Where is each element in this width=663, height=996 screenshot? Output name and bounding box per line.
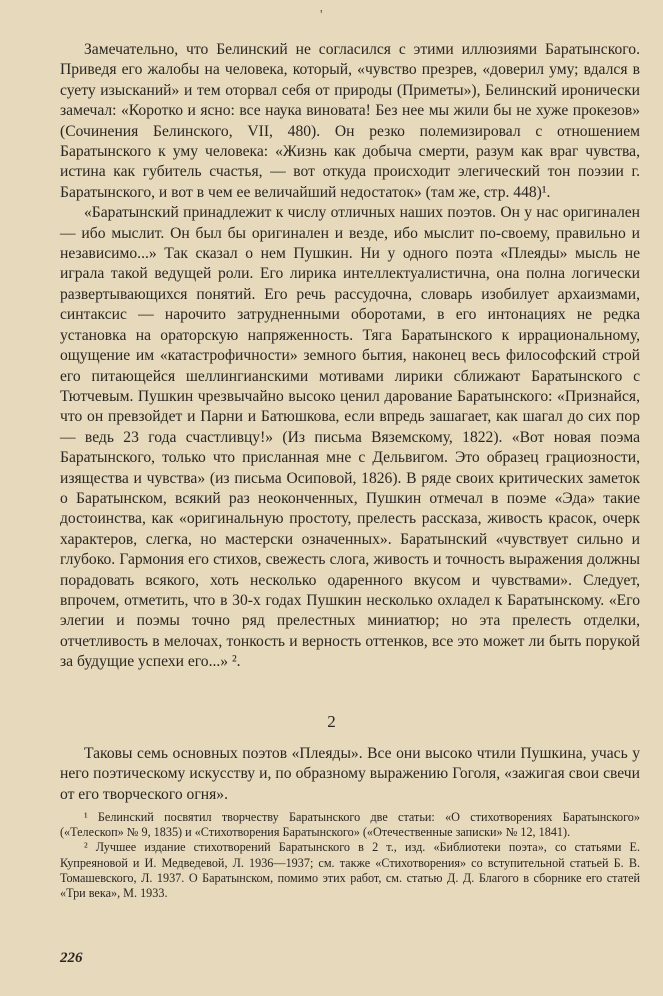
section-paragraph: Таковы семь основных поэтов «Плеяды». Все они высоко чтили Пушкина, учась у него поэтическому искусству и, по образному выражению Гоголя, «зажигая свои свечи от его творческого огня».: [60, 745, 640, 803]
section-number: 2: [327, 712, 336, 731]
footnote-1: ¹ Белинский посвятил творчеству Баратынского две статьи: «О стихотворениях Баратынского» («Телескоп» № 9, 1835) и «Стихотворения Баратынского» («Отечественные записки» № 12, 1841).: [60, 810, 640, 840]
paragraph-2: «Баратынский принадлежит к числу отличных наших поэтов. Он у нас оригинален — ибо мыслит. Он был бы оригинален и везде, ибо мыслит по-своему, правильно и независимо...» Так сказал о нем Пушкин. Ни у одного поэта «Плеяды» мысль не играла такой ведущей роли. Его лирика интеллектуалистична, она полна логически развертывающихся понятий. Его речь рассудочна, словарь изобилует архаизмами, синтаксис — нарочито затрудненными оборотами, в его интонациях не редка установка на ораторскую напряженность. Тяга Баратынского к иррациональному, ощущение им «катастрофичности» земного бытия, наконец весь философский строй его питающейся шеллингианскими мотивами лирики сближают Баратынского с Тютчевым. Пушкин чрезвычайно высоко ценил дарование Баратынского: «Признайся, что он превзойдет и Парни и Батюшкова, если впредь зашагает, как шагал до сих пор — ведь 23 года счастливцу!» (Из письма Вяземскому, 1822). «Вот новая поэма Баратынского, только что присланная мне с Дельвигом. Это образец грациозности, изящества и чувства» (из письма Осиповой, 1826). В ряде своих критических заметок о Баратынском, всякий раз неоконченных, Пушкин отмечал в поэме «Эда» такие достоинства, как «оригинальную простоту, прелесть рассказа, живость красок, очерк характеров, слегка, но мастерски означенных». Баратынский «чувствует сильно и глубоко. Гармония его стихов, свежесть слога, живость и точность выражения должны порадовать всякого, хоть несколько одаренного вкусом и чувствами». Следует, впрочем, отметить, что в 30-х годах Пушкин несколько охладел к Баратынскому. «Его элегии и поэмы точно ряд прелестных миниатюр; но эта прелесть отделки, отчетливость в мелочах, тонкость и верность оттенков, все это может ли быть порукой за будущие успехи его...» ².: [60, 204, 640, 671]
paragraph-1: Замечательно, что Белинский не согласился с этими иллюзиями Баратынского. Приведя его жалобы на человека, который, «чувство презрев, «доверил уму; вдался в суету изысканий» и тем оторвал себя от природы (Приметы»), Белинский иронически замечал: «Коротко и ясно: все наука виновата! Без нее мы жили бы не хуже прокезов» (Сочинения Белинского, VII, 480). Он резко полемизировал с отношением Баратынского к уму человека: «Жизнь как добыча смерти, разум как враг чувства, истина как губитель счастья, — вот откуда происходит элегический тон поэзии г. Баратынского, и вот в чем ее величайший недостаток» (там же, стр. 448)¹.: [60, 41, 640, 201]
main-text: [60, 40, 640, 673]
footnote-2: ² Лучшее издание стихотворений Баратынского в 2 т., изд. «Библиотеки поэта», со статьями Е. Купреяновой и И. Медведевой, Л. 1936—1937; см. также «Стихотворения» со вступительной статьей Б. В. Томашевского, Л. 1937. О Баратынском, помимо этих работ, см. статью Д. Д. Благого в сборнике его статей «Три века», М. 1933.: [60, 840, 640, 901]
top-mark: ': [320, 8, 323, 23]
section-text: [60, 744, 640, 805]
footnotes: [60, 810, 640, 901]
page-number: 226: [60, 950, 83, 966]
